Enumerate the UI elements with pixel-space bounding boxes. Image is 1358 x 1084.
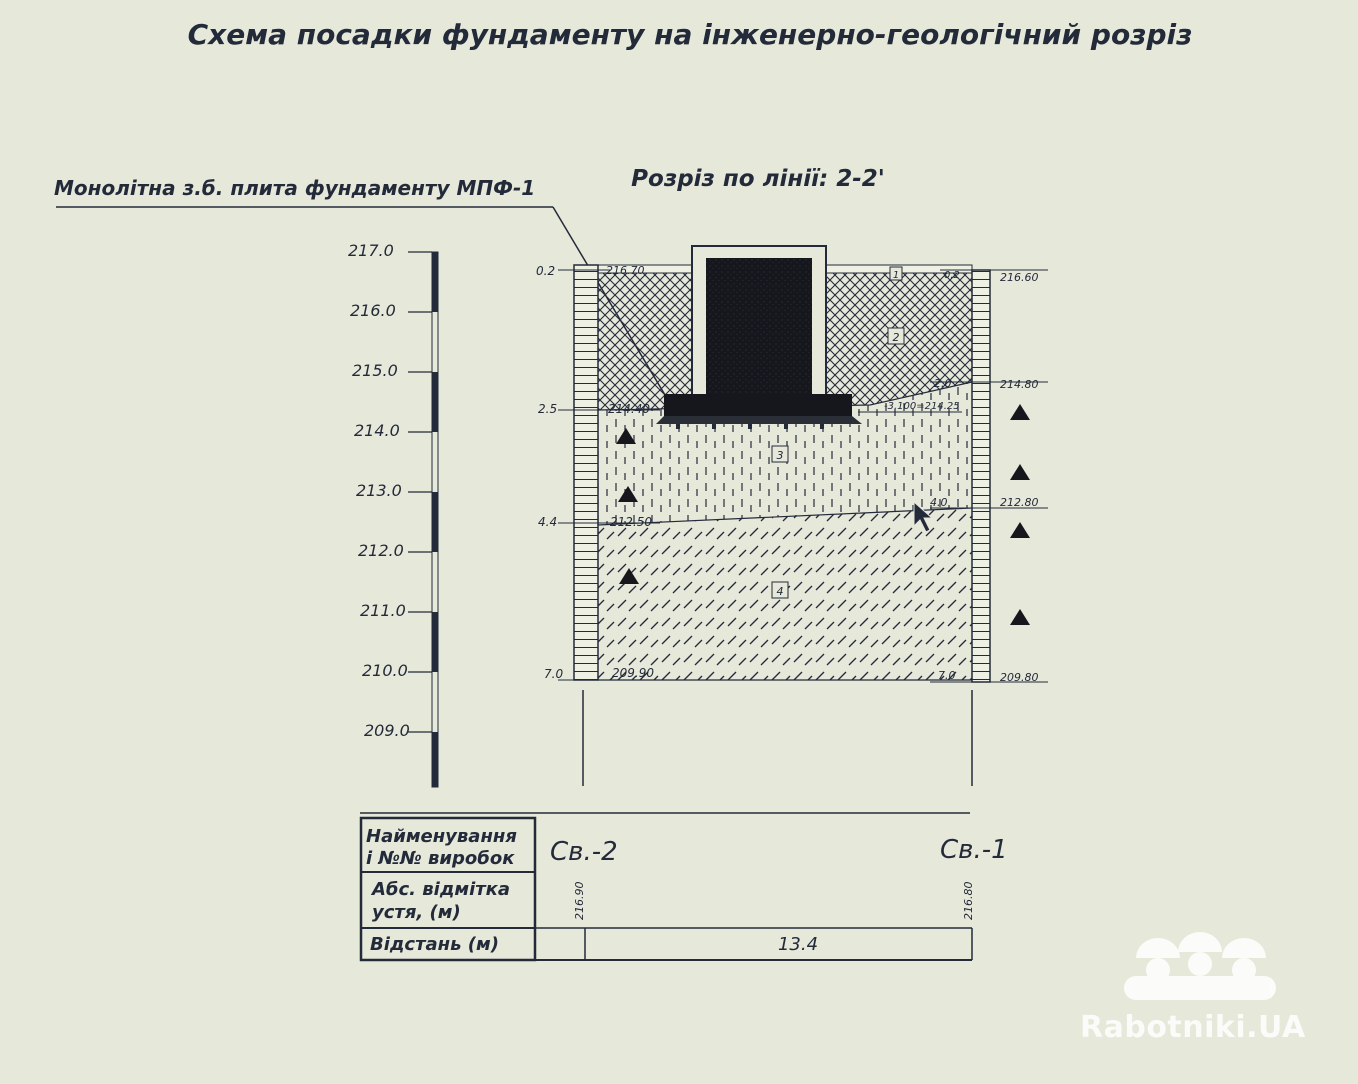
scale-tick-label: 209.0: [364, 721, 410, 740]
right-elev-1: 216.60: [1000, 271, 1039, 284]
right-elev-2: 214.80: [1000, 378, 1039, 391]
mouth-left-value: 216.90: [573, 881, 586, 920]
scale-tick-label: 211.0: [360, 601, 406, 620]
left-elev-3: 212.50: [610, 515, 652, 529]
water-marker: [1010, 609, 1030, 625]
left-elev-1: 216.70: [606, 264, 645, 277]
layer-number-1: [890, 267, 902, 281]
left-depth-1: 0.2: [536, 264, 556, 278]
right-elev-4: 209.80: [1000, 671, 1039, 684]
left-elev-2: 214.40: [608, 402, 650, 416]
borehole-right: [972, 270, 990, 682]
slab-label: Монолітна з.б. плита фундаменту МПФ-1: [54, 176, 536, 200]
page-title: Схема посадки фундаменту на інженерно-геологічний розріз: [187, 18, 1193, 51]
scale-tick-label: 215.0: [352, 361, 398, 380]
water-marker: [1010, 522, 1030, 538]
left-depth-4: 7.0: [544, 667, 564, 681]
section-title: Розріз по лінії: 2-2': [631, 166, 885, 192]
right-depth-4: 7.0: [938, 669, 956, 682]
borehole-left: [574, 265, 598, 680]
elevation-scale: [348, 241, 438, 787]
well-left-name: Св.-2: [550, 837, 618, 867]
scale-tick-label: 214.0: [354, 421, 400, 440]
layer-number-3: [772, 446, 788, 462]
table-label-mouth: Абс. відмітка устя, (м): [372, 879, 511, 923]
watermark-logo: [1124, 932, 1276, 1000]
foundation-slab-base: [656, 416, 862, 424]
scale-tick-label: 216.0: [350, 301, 396, 320]
water-marker: [1010, 404, 1030, 420]
left-depth-3: 4.4: [538, 515, 558, 529]
layer-number-2: [888, 328, 904, 344]
right-depth-1: 0.2: [944, 270, 960, 281]
scale-tick-label: 217.0: [348, 241, 394, 260]
borehole-table: [360, 813, 1008, 960]
water-marker: [1010, 464, 1030, 480]
svg-text:3: 3: [776, 449, 784, 462]
left-depth-2: 2.5: [538, 402, 558, 416]
scale-tick-label: 212.0: [358, 541, 404, 560]
left-elev-4: 209.90: [612, 666, 654, 680]
foundation-level: -3.100=214.25: [884, 401, 960, 412]
well-right-name: Св.-1: [940, 835, 1008, 865]
right-depth-3: 4.0: [930, 496, 948, 509]
distance-value: 13.4: [777, 934, 819, 955]
svg-text:2: 2: [892, 331, 900, 344]
foundation-column: [706, 258, 812, 396]
foundation-slab: [664, 394, 852, 416]
svg-text:4: 4: [776, 585, 784, 598]
watermark-text: Rabotniki.UA: [1080, 1010, 1306, 1045]
geological-section: [536, 246, 1048, 786]
scale-tick-label: 210.0: [362, 661, 408, 680]
mouth-right-value: 216.80: [962, 881, 975, 920]
right-depth-2: 2.0: [934, 377, 952, 390]
layer-number-4: [772, 582, 788, 598]
svg-text:1: 1: [892, 270, 900, 281]
right-elev-3: 212.80: [1000, 496, 1039, 509]
scale-tick-label: 213.0: [356, 481, 402, 500]
table-label-name: Найменування і №№ виробок: [366, 826, 517, 869]
table-label-distance: Відстань (м): [370, 934, 499, 955]
